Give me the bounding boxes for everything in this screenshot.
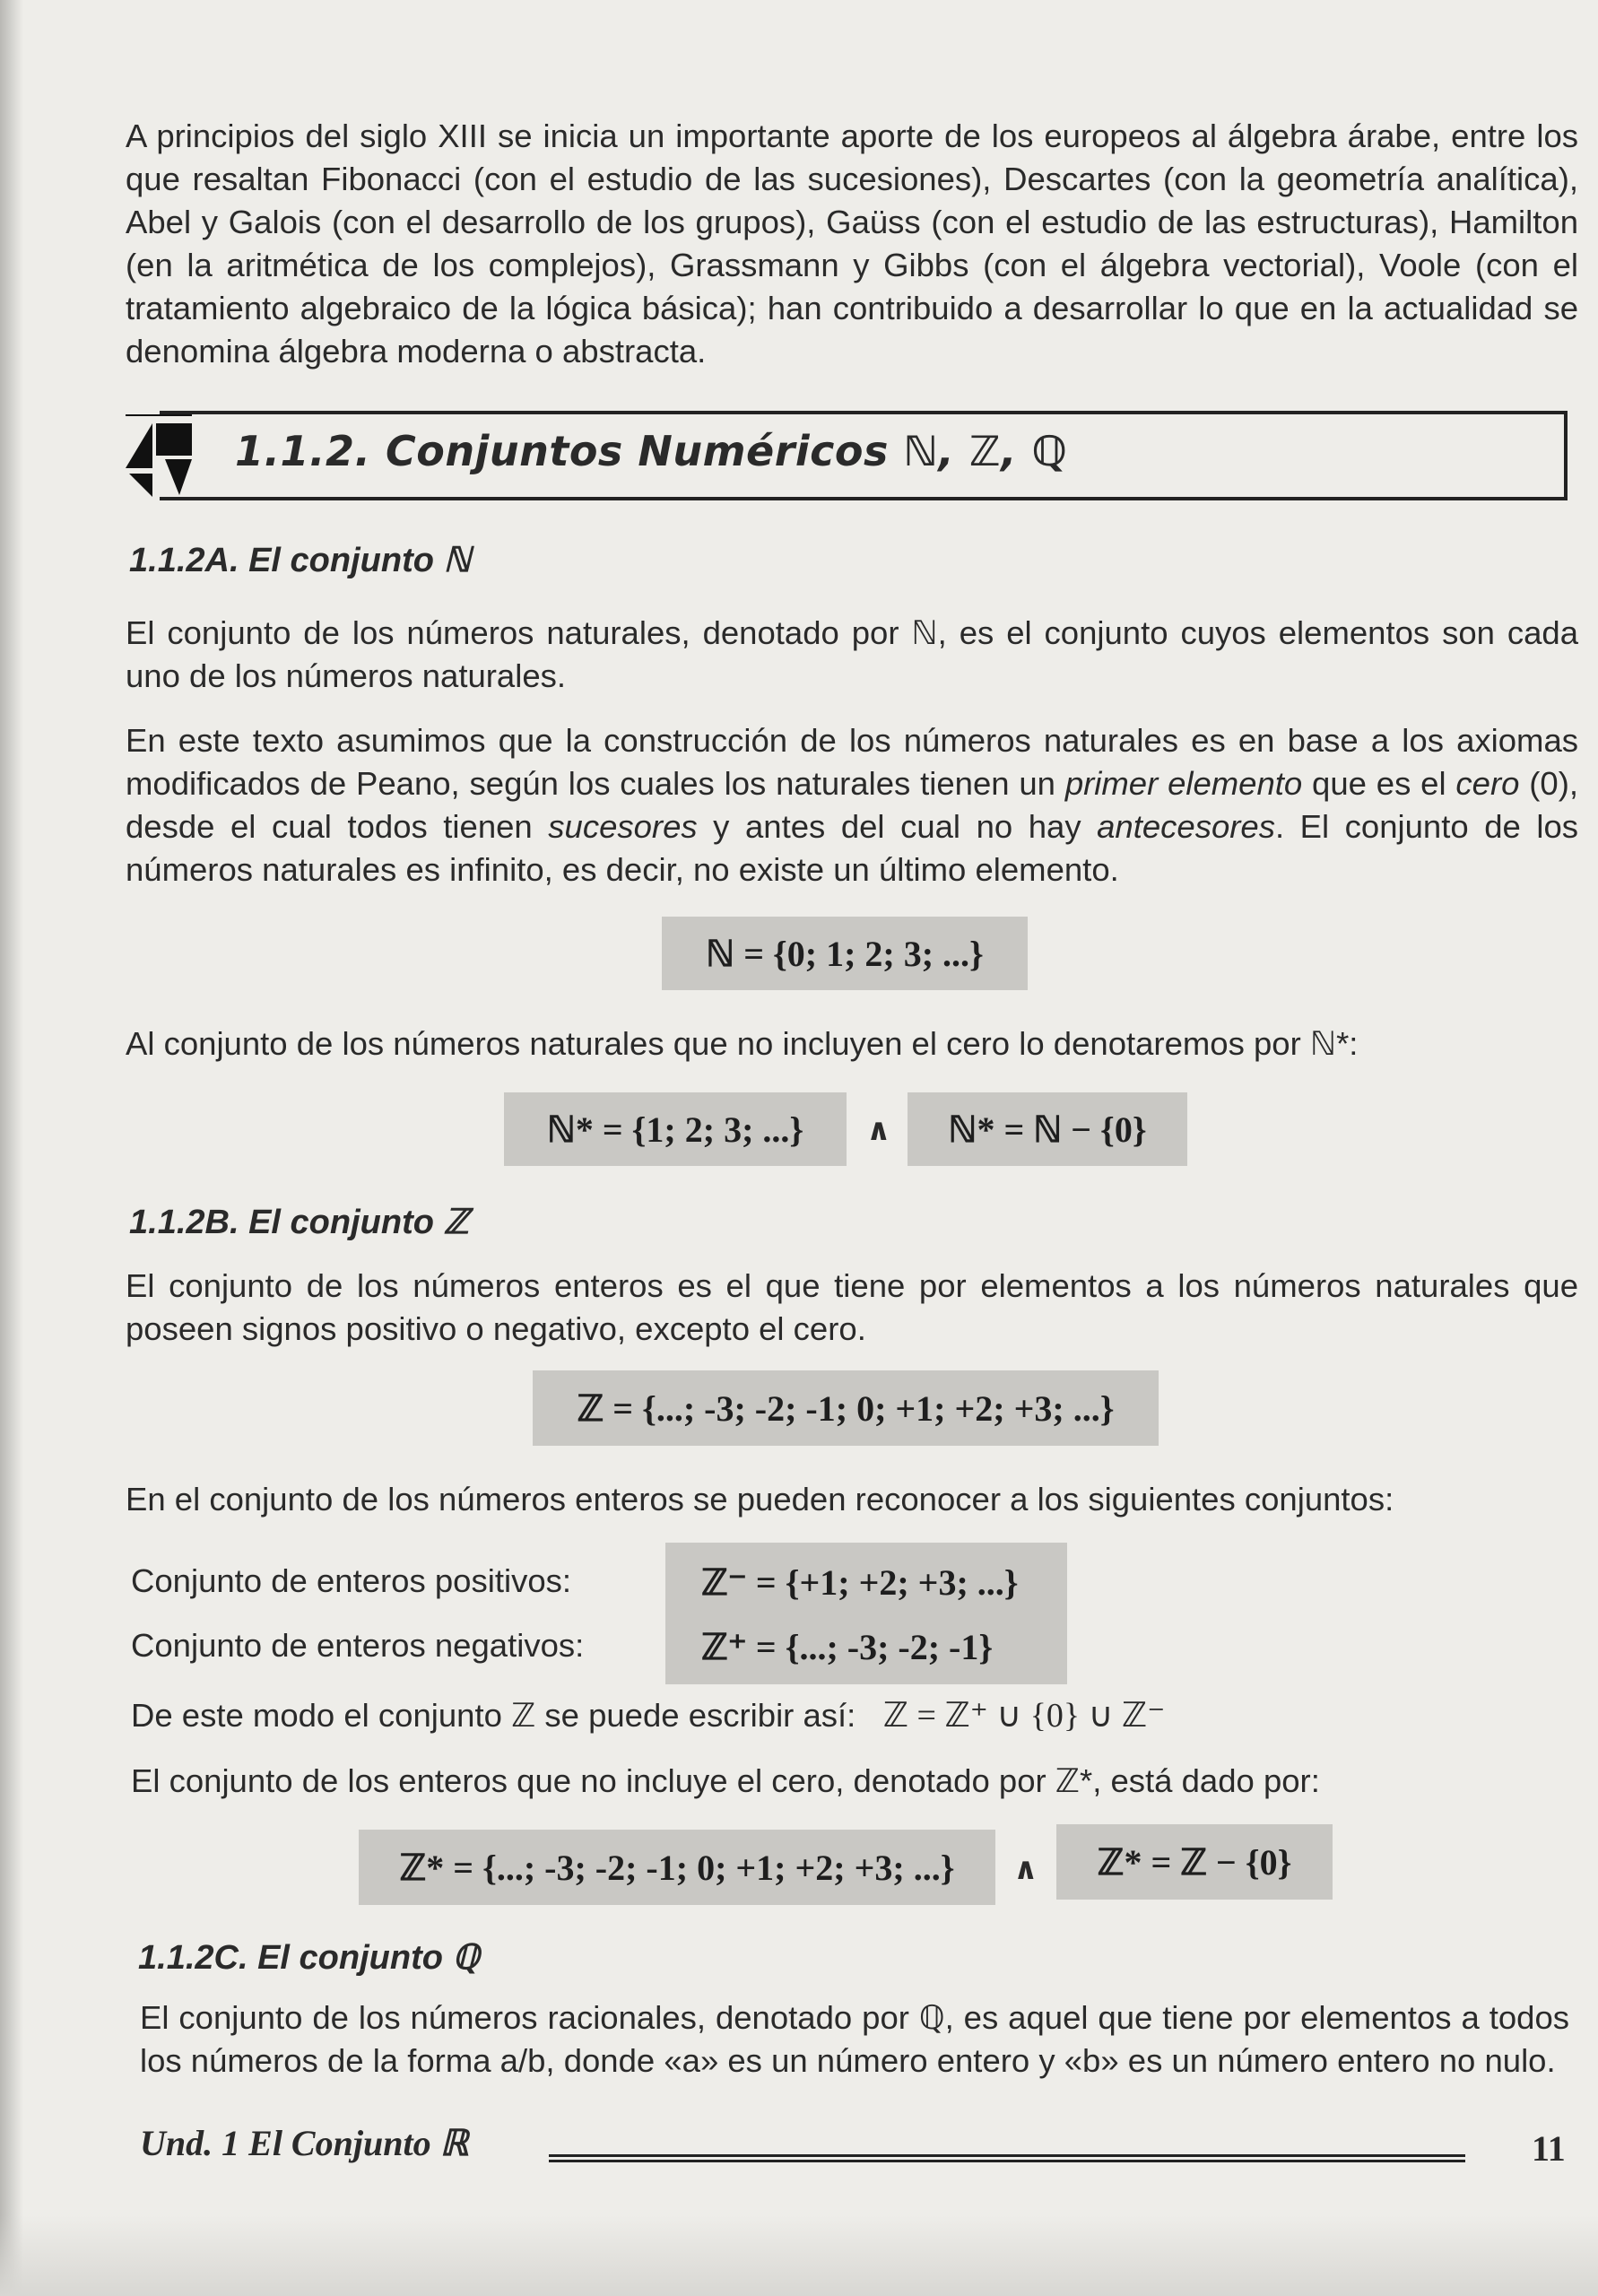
section-book-icon xyxy=(126,414,215,500)
rationals-heading: 1.1.2C. El conjunto ℚ xyxy=(138,1939,480,1977)
naturals-heading: 1.1.2A. El conjunto ℕ xyxy=(129,542,471,579)
integers-union-line: De este modo el conjunto ℤ se puede escribir así: ℤ = ℤ⁺ ∪ {0} ∪ ℤ⁻ xyxy=(131,1697,1166,1735)
page-bottom-shadow xyxy=(0,2215,1598,2296)
intro-paragraph: A principios del siglo XIII se inicia un importante aporte de los europeos al álgebra árabe, entre los que resaltan Fibonacci (con el estudio de las sucesiones), Descartes (con la geometría analítica), Abel y Galois (con el desarrollo de los grupos), Gaüss (con el estudio de las estructuras), Hamilton (en la aritmética de los complejos), Grassmann y Gibbs (con el álgebra vectorial), Voole (con el tratamiento algebraico de la lógica básica); han contribuido a desarrollar lo que en la actualidad se denomina álgebra moderna o abstracta. xyxy=(126,117,1578,370)
integers-star-def-box: ℤ* = ℤ − {0} xyxy=(1056,1824,1333,1900)
rationals-definition: El conjunto de los números racionales, denotado por ℚ, es aquel que tiene por elementos a todos los números de la forma a/b, donde «a» es un número entero y «b» es un número entero no nulo. xyxy=(140,1999,1569,2079)
footer-unit-label: Und. 1 El Conjunto ℝ xyxy=(140,2123,469,2163)
integers-star-intro: El conjunto de los enteros que no incluye el cero, denotado por ℤ*, está dado por: xyxy=(131,1762,1320,1799)
integers-subsets-intro: En el conjunto de los números enteros se pueden reconocer a los siguientes conjuntos: xyxy=(126,1481,1394,1518)
positive-integers-set: ℤ⁻ = {+1; +2; +3; ...} xyxy=(701,1561,1019,1603)
logical-and-symbol: ∧ xyxy=(1013,1851,1038,1887)
integers-heading: 1.1.2B. El conjunto ℤ xyxy=(129,1204,469,1241)
naturals-star-set-box: ℕ* = {1; 2; 3; ...} xyxy=(504,1092,847,1166)
integers-union-formula: ℤ = ℤ⁺ ∪ {0} ∪ ℤ⁻ xyxy=(882,1697,1166,1735)
naturals-peano-paragraph: En este texto asumimos que la construcción de los números naturales es en base a los axiomas modificados de Peano, según los cuales los naturales tienen un primer elemento que es el cero (0), desde el cual todos tienen sucesores y antes del cual no hay antecesores. El conjunto de los números naturales es infinito, es decir, no existe un último elemento. xyxy=(126,722,1579,888)
naturals-star-intro: Al conjunto de los números naturales que no incluyen el cero lo denotaremos por ℕ*: xyxy=(126,1025,1359,1062)
negative-integers-set: ℤ⁺ = {...; -3; -2; -1} xyxy=(701,1626,994,1667)
negative-integers-label: Conjunto de enteros negativos: xyxy=(131,1627,585,1664)
integers-star-set-box: ℤ* = {...; -3; -2; -1; 0; +1; +2; +3; ...} xyxy=(359,1830,995,1905)
naturals-star-def-box: ℕ* = ℕ − {0} xyxy=(908,1092,1187,1166)
logical-and-symbol: ∧ xyxy=(866,1112,891,1148)
page-spine-shadow xyxy=(0,0,23,2296)
section-title: 1.1.2. Conjuntos Numéricos ℕ, ℤ, ℚ xyxy=(235,427,1068,475)
naturals-definition: El conjunto de los números naturales, denotado por ℕ, es el conjunto cuyos elementos son cada uno de los números naturales. xyxy=(126,614,1578,694)
positive-integers-label: Conjunto de enteros positivos: xyxy=(131,1562,572,1599)
page-number: 11 xyxy=(1532,2128,1566,2169)
footer-rule xyxy=(549,2154,1465,2162)
naturals-set-box: ℕ = {0; 1; 2; 3; ...} xyxy=(662,917,1028,990)
integers-definition: El conjunto de los números enteros es el que tiene por elementos a los números naturales que poseen signos positivo o negativo, excepto el cero. xyxy=(126,1267,1578,1347)
integers-set-box: ℤ = {...; -3; -2; -1; 0; +1; +2; +3; ...} xyxy=(533,1370,1159,1446)
